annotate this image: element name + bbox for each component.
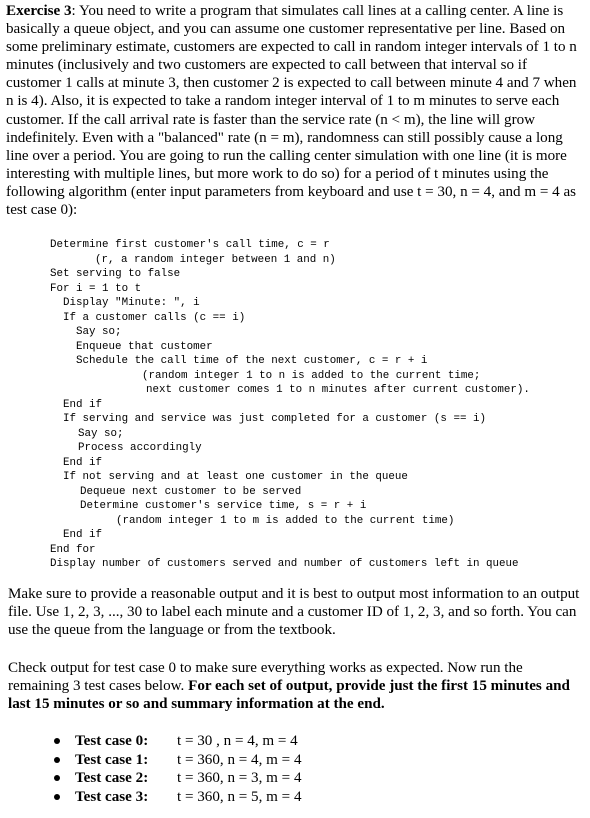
test-case-params: t = 360, n = 4, m = 4 <box>177 751 302 768</box>
test-case-label: Test case 0: <box>75 733 149 749</box>
test-instructions-text: Check output for test case 0 to make sure everything works as expected. Now run the remaining 3 test cases below. <box>8 660 523 695</box>
bullet-icon <box>54 738 60 744</box>
code-line: End if <box>63 529 103 541</box>
test-instructions <box>8 659 584 714</box>
test-case-label: Test case 3: <box>75 788 149 805</box>
test-instructions-bold: For each set of output, provide just the first 15 minutes and last 15 minutes or so and summary information at the end. <box>8 678 570 713</box>
code-line: End for <box>50 543 96 556</box>
code-line: End if <box>63 398 103 411</box>
test-case-params: t = 360, n = 3, m = 4 <box>177 770 302 786</box>
code-line: Schedule the call time of the next customer, c = r + i <box>76 355 428 367</box>
code-line: Display number of customers served and number of customers left in queue <box>50 558 519 570</box>
exercise-body: : You need to write a program that simulates call lines at a calling center. A line is basically a queue object, and you can assume one customer representative per line. Based on some preliminary estimate, customers are expected to call in random integer intervals of 1 to n minutes (inclusively and two customers are expected to call between that interval so if customer 1 calls at minute 3, then customer 2 is expected to call between minute 4 and 7 when n is 4). Also, it is expected to take a random integer interval of 1 to m minutes to serve each customer. If the call arrival rate is faster than the service rate (n < m), the line will grow indefinitely. Even with a "balanced" rate (n = m), randomness can still possibly cause a long line over a period. You are going to run the calling center simulation with one line (it is more interesting with multiple lines, but more work to do so) for a period of t minutes using the following algorithm (enter input parameters from keyboard and use t = 30, n = 4, and m = 4 as test case 0): <box>6 3 577 219</box>
bullet-icon <box>54 775 60 781</box>
code-line: If a customer calls (c == i) <box>63 311 246 324</box>
code-line: If not serving and at least one customer in the queue <box>63 471 408 483</box>
code-line: Display "Minute: ", i <box>63 297 200 309</box>
code-line: Dequeue next customer to be served <box>80 485 302 498</box>
code-line: Say so; <box>76 326 122 338</box>
test-case-label: Test case 1: <box>75 751 149 768</box>
code-line: Process accordingly <box>78 442 202 454</box>
code-line: (random integer 1 to m is added to the current time) <box>116 514 455 527</box>
test-case-params: t = 360, n = 5, m = 4 <box>177 788 302 805</box>
exercise-intro <box>6 2 584 219</box>
code-line: Determine first customer's call time, c = r <box>50 239 330 251</box>
code-line: Determine customer's service time, s = r + i <box>80 500 367 512</box>
code-line: Set serving to false <box>50 268 181 280</box>
code-line: End if <box>63 456 103 469</box>
test-case-label: Test case 2: <box>75 770 149 786</box>
code-line: Say so; <box>78 427 124 440</box>
test-case-params: t = 30 , n = 4, m = 4 <box>177 733 298 749</box>
bullet-icon <box>54 757 60 763</box>
output-instructions: Make sure to provide a reasonable output and it is best to output most information to an output file. Use 1, 2, 3, ..., 30 to label each minute and a customer ID of 1, 2, 3, and so forth. You can use the queue from the language or from the textbook. <box>8 586 580 639</box>
bullet-icon <box>54 794 60 800</box>
code-line: next customer comes 1 to n minutes after current customer). <box>146 384 530 396</box>
code-line: (random integer 1 to n is added to the current time; <box>142 369 481 382</box>
code-line: Enqueue that customer <box>76 340 213 353</box>
code-line: If serving and service was just completed for a customer (s == i) <box>63 413 486 425</box>
code-line: (r, a random integer between 1 and n) <box>95 253 336 266</box>
code-line: For i = 1 to t <box>50 282 142 295</box>
exercise-title: Exercise 3 <box>6 3 72 19</box>
